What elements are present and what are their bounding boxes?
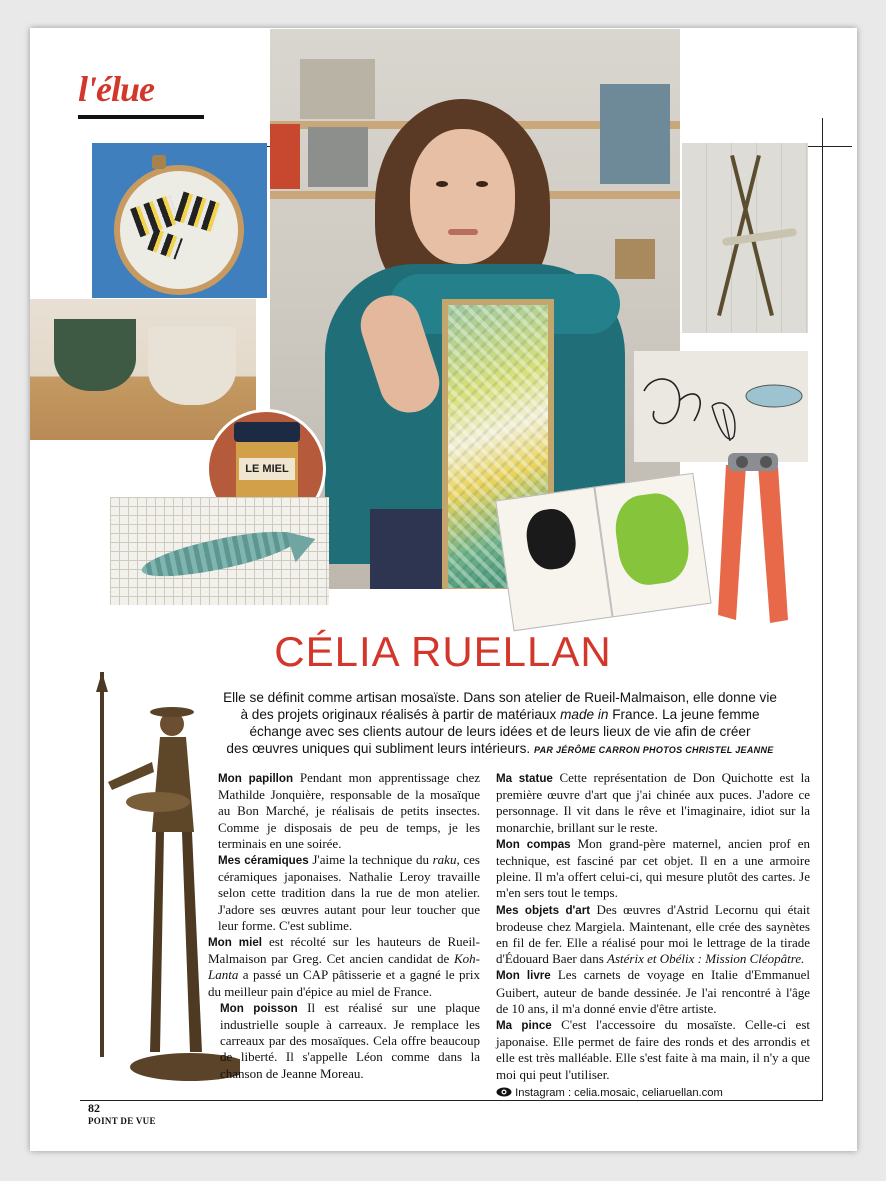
eye-icon: [496, 1087, 512, 1097]
item-statue: Ma statue Cette représentation de Don Quichotte est la première œuvre d'art que j'ai chinée aux puces. J'adore ce personnage. Il vit dans le rêve et l'imaginaire, idiot sur la monarchie, brillant sur le reste.: [496, 770, 810, 835]
byline: PAR JÉRÔME CARRON PHOTOS CHRISTEL JEANNE: [533, 745, 774, 755]
text-column-left: [208, 770, 480, 1082]
fish-mosaic: [139, 523, 302, 586]
mosaic-sample: [308, 127, 368, 187]
butterfly-wing: [147, 229, 183, 260]
green-plant-sketch: [611, 490, 693, 589]
eye: [476, 181, 488, 187]
book-left-page: [495, 487, 612, 632]
item-poisson: Mon poisson Il est réalisé sur une plaque industrielle souple à carreaux. Je remplace les carreaux par des mosaïques. Cela offre beaucoup de liberté. Il s'appelle Léon comme dans la chanson de Jeanne Moreau.: [220, 999, 480, 1081]
ceramic-bowls-photo: [30, 299, 256, 440]
intro-emphasis: made in: [560, 707, 609, 722]
mouth: [448, 229, 478, 235]
intro-line: à des projets originaux réalisés à partir de matériaux: [240, 707, 561, 722]
portrait-sketch: [523, 506, 579, 572]
instagram-line: [496, 1085, 810, 1101]
mosaic-sample: [600, 84, 670, 184]
intro-line: France. La jeune femme: [608, 707, 760, 722]
butterfly-wing: [174, 192, 221, 233]
item-compas: Mon compas Mon grand-père maternel, ancien prof en technique, est fasciné par cet objet. Il en a une armoire pleine. Il m'a offert celui-ci, qui mesure plutôt des cartes. Je m'en sers tout le temps.: [496, 835, 811, 901]
fish-tail: [286, 524, 321, 562]
folio: [88, 1102, 156, 1128]
mosaic-fish-photo: [110, 497, 329, 605]
intro-line: Elle se définit comme artisan mosaïste. Dans son atelier de Rueil-Malmaison, elle donne vie: [223, 690, 777, 705]
item-pince: Ma pince C'est l'accessoire du mosaïste. Celle-ci est japonaise. Elle permet de faire des ronds et des arrondis et elle est très malléable. Elle s'est faite à ma main, il n'y a que moi qui peut l'utiliser.: [496, 1017, 811, 1082]
item-miel: Mon miel est récolté sur les hauteurs de Rueil-Malmaison par Greg. Cet ancien candidat de Koh-Lanta a passé un CAP pâtisserie et a gagné le prix du meilleur pain d'épice au miel de France.: [208, 934, 480, 999]
section-title: l'élue: [78, 69, 154, 109]
jar-lid: [234, 422, 300, 442]
hoop-screw: [152, 155, 166, 169]
item-ceramiques: Mes céramiques J'aime la technique du raku, ces céramiques japonaises. Nathalie Leroy travaille selon cette tradition dans la rue de mon atelier. J'adore ses œuvres autant pour leur toucher que leur forme. C'est sublime.: [218, 852, 480, 933]
intro-line: échange avec ses clients autour de leurs idées et de leurs lieux de vie afin de créer: [249, 724, 751, 739]
compass-arc: [722, 228, 797, 246]
sketchbook-photo: [495, 473, 713, 639]
item-papillon: Mon papillon Pendant mon apprentissage chez Mathilde Jonquière, responsable de la mosaïque au Bon Marché, je réalisais de petits insectes. Comme je disposais de peu de temps, je les terminais en une soirée.: [218, 770, 480, 851]
green-bowl: [54, 319, 136, 391]
text-column-right: [496, 770, 810, 1101]
section-rule: [78, 115, 204, 119]
item-livre: Mon livre Les carnets de voyage en Italie d'Emmanuel Guibert, auteur de bande dessinée. Je l'ai rencontré à l'âge de 10 ans, il m'a donné envie d'être artiste.: [496, 967, 810, 1016]
eye: [436, 181, 448, 187]
frame-on-wall: [615, 239, 655, 279]
magazine-name: POINT DE VUE: [88, 1116, 156, 1126]
page-title: CÉLIA RUELLAN: [274, 628, 612, 675]
intro-line: des œuvres uniques qui subliment leurs intérieurs.: [226, 741, 531, 756]
instagram-handles[interactable]: Instagram : celia.mosaic, celiaruellan.com: [515, 1086, 723, 1099]
page-number: 82: [88, 1101, 100, 1115]
compass-photo: [682, 143, 808, 333]
intro-paragraph: [205, 689, 795, 759]
mosaic-sample: [300, 59, 375, 119]
embroidery-hoop: [114, 165, 244, 295]
honey-label: LE MIEL: [239, 458, 295, 480]
face: [410, 129, 515, 264]
book-right-page: [594, 473, 711, 618]
mosaic-sample: [270, 124, 300, 189]
mosaic-pliers-photo: [706, 445, 796, 625]
butterfly-hoop-photo: [92, 143, 267, 298]
item-objets: Mes objets d'art Des œuvres d'Astrid Lecornu qui était brodeuse chez Margiela. Maintenant, elle crée des saynètes en fil de fer. Elle a réalisé pour moi le lettrage de la tirade d'Édouard Baer dans Astérix et Obélix : Mission Cléopâtre.: [496, 901, 811, 967]
white-bowl: [148, 327, 236, 405]
